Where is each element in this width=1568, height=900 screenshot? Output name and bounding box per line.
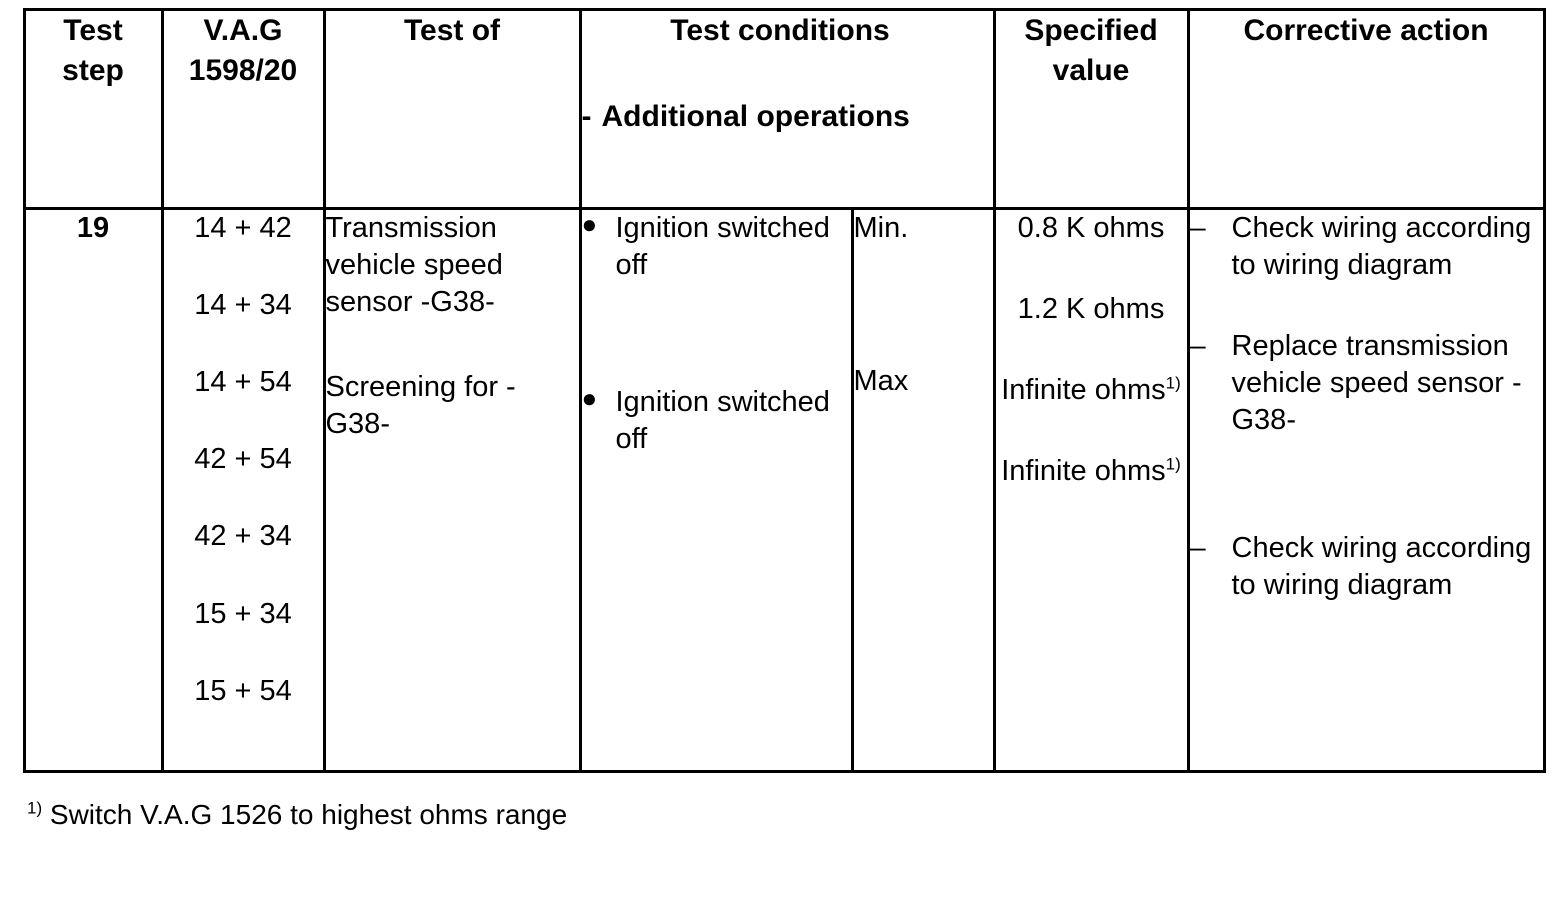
test-step-number: 19 <box>76 212 110 244</box>
bullet-icon: ● <box>581 383 598 414</box>
cell-test-of <box>324 209 580 772</box>
vag-pin: 15 + 34 <box>194 597 292 630</box>
min-max-label: Max <box>853 365 909 398</box>
footnote-marker: 1) <box>27 798 43 818</box>
vag-pin: 14 + 54 <box>194 366 292 399</box>
cell-corrective-action <box>1188 209 1544 772</box>
spacer <box>1190 484 1543 530</box>
specified-value-item <box>996 291 1187 328</box>
vag-pin: 15 + 54 <box>194 674 292 707</box>
header-vag-line1: V.A.G <box>203 14 283 47</box>
footnote-marker: 1) <box>1165 373 1181 393</box>
header-test-of <box>324 10 580 209</box>
vag-pin: 42 + 54 <box>194 443 292 476</box>
header-vag-line2: 1598/20 <box>188 53 298 87</box>
test-condition-text: Ignition switched off <box>615 386 830 456</box>
header-test-step <box>24 10 162 209</box>
cell-specified-value <box>994 209 1188 772</box>
specified-value-item <box>996 453 1187 490</box>
corrective-action-item <box>1190 530 1543 604</box>
header-test-conditions <box>580 10 994 209</box>
cell-test-conditions <box>580 209 852 772</box>
specified-value-text: 0.8 K ohms <box>1017 212 1165 244</box>
test-condition-item <box>582 384 851 458</box>
corrective-action-item <box>1190 328 1543 439</box>
header-test-step-line1: Test <box>63 14 123 47</box>
cell-test-step <box>24 209 162 772</box>
specified-value-item <box>996 210 1187 247</box>
footnote <box>21 797 1547 833</box>
test-of-item: Transmission vehicle speed sensor -G38- <box>325 212 503 319</box>
min-max-label: Min. <box>853 212 909 244</box>
dash-icon: – <box>1189 531 1206 564</box>
header-vag <box>162 10 324 209</box>
footnote-marker: 1) <box>1165 454 1181 474</box>
bullet-icon: ● <box>581 209 598 239</box>
table-header-row <box>24 10 1544 209</box>
header-test-of-label: Test of <box>403 14 501 47</box>
cell-vag-pins <box>162 209 324 772</box>
header-test-conditions-subtitle <box>582 95 993 139</box>
header-corrective-action <box>1188 10 1544 209</box>
vag-pin: 14 + 34 <box>194 289 292 322</box>
vag-pin: 42 + 34 <box>194 520 292 553</box>
table-row <box>24 209 1544 772</box>
corrective-action-item <box>1190 210 1543 284</box>
footnote-text: Switch V.A.G 1526 to highest ohms range <box>49 799 568 830</box>
header-test-conditions-title: Test conditions <box>670 14 890 47</box>
specified-value-text: 1.2 K ohms <box>1017 293 1165 326</box>
header-subtitle-dash: - <box>581 99 592 133</box>
dash-icon: – <box>1189 212 1206 244</box>
dash-icon: – <box>1189 330 1206 363</box>
header-specified-value-line2: value <box>1052 53 1130 87</box>
test-of-item: Screening for -G38- <box>325 371 516 441</box>
specified-value-text: Infinite ohms <box>1001 455 1166 488</box>
header-corrective-action-label: Corrective action <box>1243 14 1489 47</box>
header-specified-value <box>994 10 1188 209</box>
cell-min-max <box>852 209 994 772</box>
header-test-step-line2: step <box>62 53 124 87</box>
specified-value-item <box>996 372 1187 409</box>
vag-pin: 14 + 42 <box>194 212 292 244</box>
test-condition-text: Ignition switched off <box>615 212 830 282</box>
corrective-action-text: Check wiring according to wiring diagram <box>1231 212 1532 282</box>
specified-value-text: Infinite ohms <box>1001 374 1166 407</box>
corrective-action-text: Check wiring according to wiring diagram <box>1231 531 1532 601</box>
test-condition-item <box>582 210 851 284</box>
header-specified-value-line1: Specified <box>1024 14 1158 47</box>
header-subtitle-text: Additional operations <box>601 99 910 133</box>
corrective-action-text: Replace transmission vehicle speed sensor -G38- <box>1231 330 1522 437</box>
test-step-table <box>23 8 1546 773</box>
